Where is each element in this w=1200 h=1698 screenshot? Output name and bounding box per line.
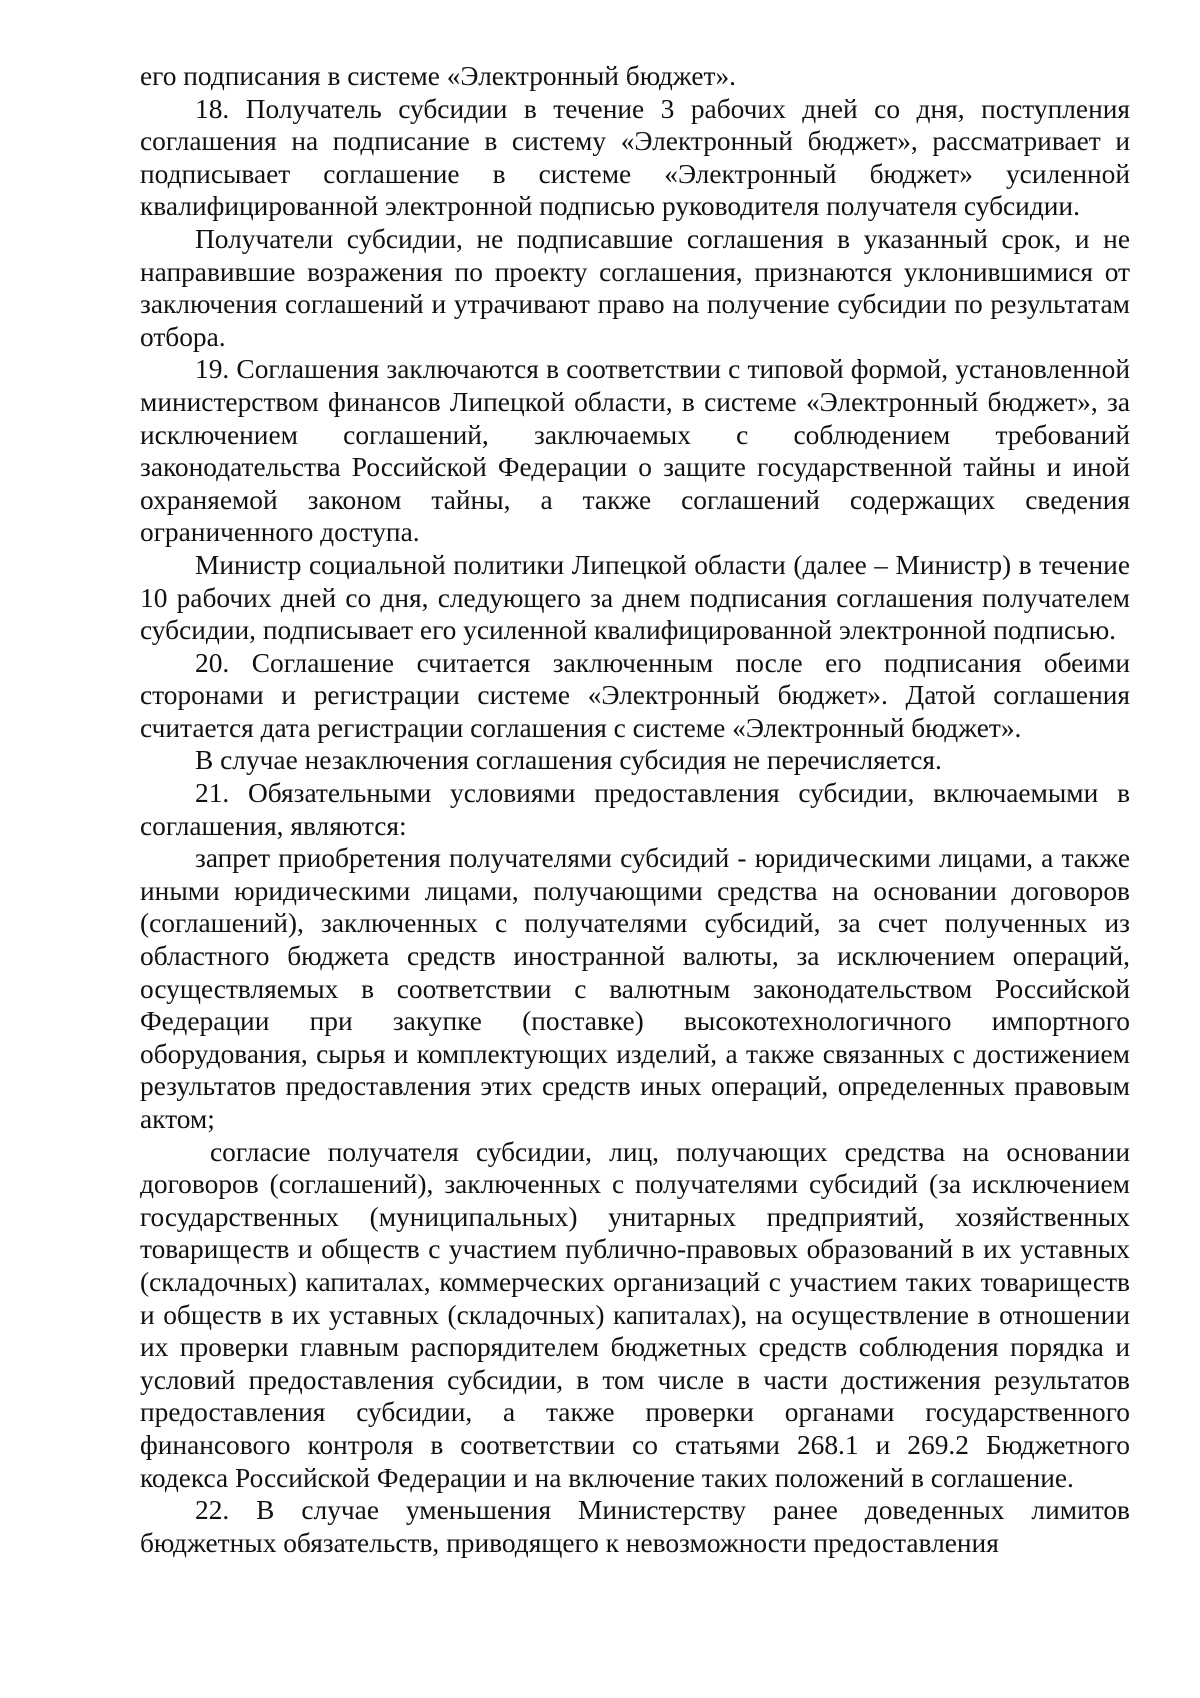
- paragraph-19-minister: Министр социальной политики Липецкой области (далее – Министр) в течение 10 рабочих дней со дня, следующего за днем подписания соглашения получателем субсидии, подписывает его усиленной квалифицированной электронной подписью.: [140, 549, 1130, 646]
- document-body: [140, 60, 1130, 1559]
- paragraph-18-recipients: Получатели субсидии, не подписавшие соглашения в указанный срок, и не направившие возражения по проекту соглашения, признаются уклонившимися от заключения соглашений и утрачивают право на получение субсидии по результатам отбора.: [140, 223, 1130, 352]
- paragraph-20-no-agreement: В случае незаключения соглашения субсидия не перечисляется.: [195, 745, 942, 776]
- paragraph-20: 20. Соглашение считается заключенным после его подписания обеими сторонами и регистрации системе «Электронный бюджет». Датой соглашения считается дата регистрации соглашения с системе «Электронный бюджет».: [140, 647, 1130, 743]
- paragraph-18: 18. Получатель субсидии в течение 3 рабочих дней со дня, поступления соглашения на подписание в систему «Электронный бюджет», рассматривает и подписывает соглашение в системе «Электронный бюджет» усиленной квалифицированной электронной подписью руководителя получателя субсидии.: [140, 93, 1130, 222]
- paragraph-19: 19. Соглашения заключаются в соответствии с типовой формой, установленной министерством финансов Липецкой области, в системе «Электронный бюджет», за исключением соглашений, заключаемых с соблюдением требований законодательства Российской Федерации о защите государственной тайны и иной охраняемой законом тайны, а также соглашений содержащих сведения ограниченного доступа.: [140, 354, 1130, 548]
- paragraph-22: 22. В случае уменьшения Министерству ранее доведенных лимитов бюджетных обязательств, приводящего к невозможности предоставления: [140, 1495, 1130, 1558]
- paragraph-continuation: его подписания в системе «Электронный бюджет».: [140, 61, 736, 91]
- paragraph-21-consent: согласие получателя субсидии, лиц, получающих средства на основании договоров (соглашений), заключенных с получателями субсидий (за исключением государственных (муниципальных) унитарных предприятий, хозяйственных товариществ и обществ с участием публично-правовых образований в их уставных (складочных) капиталах, коммерческих организаций с участием таких товариществ и обществ в их уставных (складочных) капиталах), на осуществление в отношении их проверки главным распорядителем бюджетных средств соблюдения порядка и условий предоставления субсидии, в том числе в части достижения результатов предоставления субсидии, а также проверки органами государственного финансового контроля в соответствии со статьями 268.1 и 269.2 Бюджетного кодекса Российской Федерации и на включение таких положений в соглашение.: [140, 1136, 1130, 1493]
- paragraph-21-prohibition: запрет приобретения получателями субсидий - юридическими лицами, а также иными юридическими лицами, получающими средства на основании договоров (соглашений), заключенных с получателями субсидий, за счет полученных из областного бюджета средств иностранной валюты, за исключением операций, осуществляемых в соответствии с валютным законодательством Российской Федерации при закупке (поставке) высокотехнологичного импортного оборудования, сырья и комплектующих изделий, а также связанных с достижением результатов предоставления этих средств иных операций, определенных правовым актом;: [140, 843, 1130, 1134]
- paragraph-21: 21. Обязательными условиями предоставления субсидии, включаемыми в соглашения, являются:: [140, 778, 1130, 841]
